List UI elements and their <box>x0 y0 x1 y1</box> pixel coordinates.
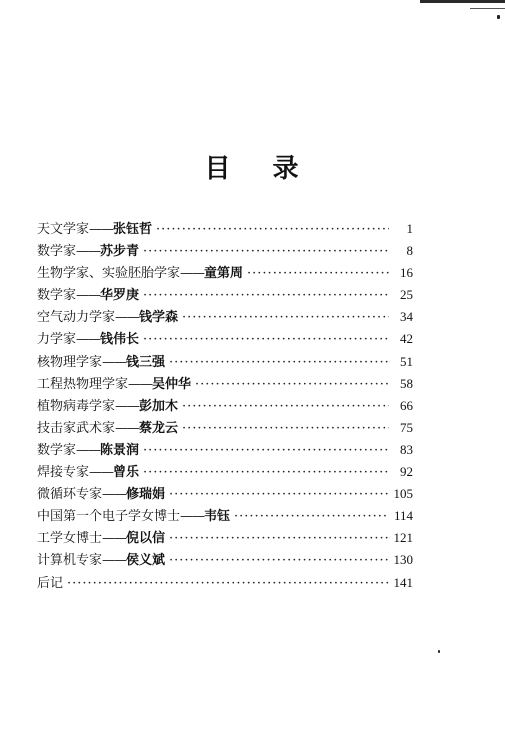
toc-page-number: 75 <box>400 419 413 435</box>
toc-entry[interactable] <box>37 373 413 395</box>
toc-page-number: 121 <box>393 530 413 546</box>
toc-entry-dash: —— <box>128 376 153 392</box>
toc-entry-field: 中国第一个电子学女博士 <box>37 509 181 525</box>
toc-entry-name: 韦钰 <box>204 509 231 525</box>
toc-entry-field: 技击家武术家 <box>37 420 116 436</box>
toc-entry-name: 张钰哲 <box>113 222 153 237</box>
toc-page-number: 130 <box>393 552 413 568</box>
toc-entry-dash: —— <box>102 553 127 569</box>
toc-dot-leader <box>156 219 389 241</box>
toc-entry-name: 侯义斌 <box>126 553 166 569</box>
toc-entry[interactable] <box>37 306 413 328</box>
toc-page-number: 58 <box>400 375 413 391</box>
toc-dot-leader <box>234 506 389 528</box>
toc-entry[interactable] <box>37 218 413 240</box>
toc-entry[interactable] <box>37 262 413 284</box>
scan-edge-line <box>470 8 505 9</box>
toc-entry[interactable] <box>37 439 413 461</box>
toc-entry-field: 计算机专家 <box>37 553 103 569</box>
toc-entry-name: 苏步青 <box>100 244 140 260</box>
toc-page-number: 25 <box>400 287 413 303</box>
toc-entry-field: 空气动力学家 <box>37 310 116 326</box>
toc-entry-field: 植物病毒学家 <box>37 398 116 414</box>
toc-entry[interactable] <box>37 417 413 439</box>
toc-entry-name: 钱三强 <box>126 354 166 370</box>
toc-dot-leader <box>182 396 389 418</box>
scan-edge-mark <box>420 0 505 3</box>
toc-page-number: 92 <box>400 464 413 480</box>
toc-entry[interactable] <box>37 527 413 549</box>
toc-entry-dash: —— <box>76 332 101 348</box>
toc-page-number: 66 <box>400 397 413 413</box>
toc-entry-dash: —— <box>76 244 101 260</box>
toc-entry-dash: —— <box>102 354 127 370</box>
toc-page-number: 141 <box>393 574 413 590</box>
toc-entry-dash: —— <box>180 266 205 282</box>
toc-entry-field: 后记 <box>37 575 64 591</box>
toc-entry-name: 钱伟长 <box>100 332 140 348</box>
toc-entry[interactable] <box>37 240 413 262</box>
toc-entry-field: 数学家 <box>37 442 77 458</box>
toc-entry[interactable] <box>37 328 413 350</box>
toc-dot-leader <box>67 573 389 595</box>
toc-page-number: 1 <box>406 221 413 236</box>
toc-entry-field: 数学家 <box>37 244 77 260</box>
toc-entry-dash: —— <box>102 487 127 503</box>
toc-entry-field: 工程热物理学家 <box>37 376 129 392</box>
toc-dot-leader <box>169 484 389 506</box>
toc-entry-field: 核物理学家 <box>37 354 103 370</box>
toc-dot-leader <box>143 462 389 484</box>
toc-entry-name: 吴仲华 <box>152 376 192 392</box>
toc-entry-dash: —— <box>89 465 114 481</box>
toc-entry-name: 曾乐 <box>113 465 140 481</box>
toc-entry[interactable] <box>37 395 413 417</box>
toc-dot-leader <box>143 329 389 351</box>
title-char-1: 目 <box>204 154 233 184</box>
toc-entry-dash: —— <box>115 420 140 436</box>
toc-page-number: 114 <box>393 508 413 524</box>
toc-page-number: 34 <box>400 309 413 325</box>
toc-entry-dash: —— <box>76 288 101 304</box>
scan-speck <box>497 15 500 19</box>
toc-entry-name: 陈景润 <box>100 442 140 458</box>
toc-entry[interactable] <box>37 483 413 505</box>
toc-page-number: 8 <box>406 243 413 259</box>
toc-entry-name: 蔡龙云 <box>139 420 179 436</box>
toc-entry-dash: —— <box>115 398 140 414</box>
toc-dot-leader <box>143 241 389 263</box>
toc-entry-field: 天文学家 <box>37 222 90 237</box>
toc-entry-name: 修瑞娟 <box>126 487 166 503</box>
toc-dot-leader <box>169 550 389 572</box>
toc-entry-name: 华罗庚 <box>100 288 140 304</box>
toc-entry-field: 力学家 <box>37 332 77 348</box>
page-title <box>0 148 505 185</box>
toc-page-number: 16 <box>400 265 413 281</box>
toc-entry-field: 微循环专家 <box>37 487 103 503</box>
toc-entry-dash: —— <box>89 222 114 237</box>
toc-entry-field: 焊接专家 <box>37 465 90 481</box>
toc-entry-field: 数学家 <box>37 288 77 304</box>
toc-entry[interactable] <box>37 505 413 527</box>
toc-entry-name: 彭加木 <box>139 398 179 414</box>
toc-entry-name: 童第周 <box>204 266 244 282</box>
toc-page-number: 83 <box>400 441 413 457</box>
toc-entry-dash: —— <box>180 509 205 525</box>
toc-page-number: 105 <box>393 486 413 502</box>
scan-speck <box>438 650 440 653</box>
toc-entry[interactable] <box>37 284 413 306</box>
toc-entry-name: 钱学森 <box>139 310 179 326</box>
toc-dot-leader <box>182 418 389 440</box>
toc-entry-field: 工学女博士 <box>37 531 103 547</box>
toc-entry-field: 生物学家、实验胚胎学家 <box>37 266 181 282</box>
toc-entry[interactable] <box>37 351 413 373</box>
toc-entry-dash: —— <box>102 531 127 547</box>
toc-entry[interactable] <box>37 461 413 483</box>
toc-dot-leader <box>195 374 389 396</box>
toc-page-number: 42 <box>400 331 413 347</box>
title-char-2: 录 <box>272 154 301 184</box>
toc-entry-name: 倪以信 <box>126 531 166 547</box>
table-of-contents <box>37 218 413 594</box>
toc-dot-leader <box>143 440 389 462</box>
toc-dot-leader <box>143 285 389 307</box>
toc-dot-leader <box>247 263 389 285</box>
toc-page-number: 51 <box>400 353 413 369</box>
toc-entry[interactable] <box>37 572 413 594</box>
toc-entry-dash: —— <box>76 442 101 458</box>
toc-dot-leader <box>169 528 389 550</box>
toc-entry-dash: —— <box>115 310 140 326</box>
toc-dot-leader <box>169 352 389 374</box>
toc-entry[interactable] <box>37 549 413 571</box>
toc-dot-leader <box>182 307 389 329</box>
